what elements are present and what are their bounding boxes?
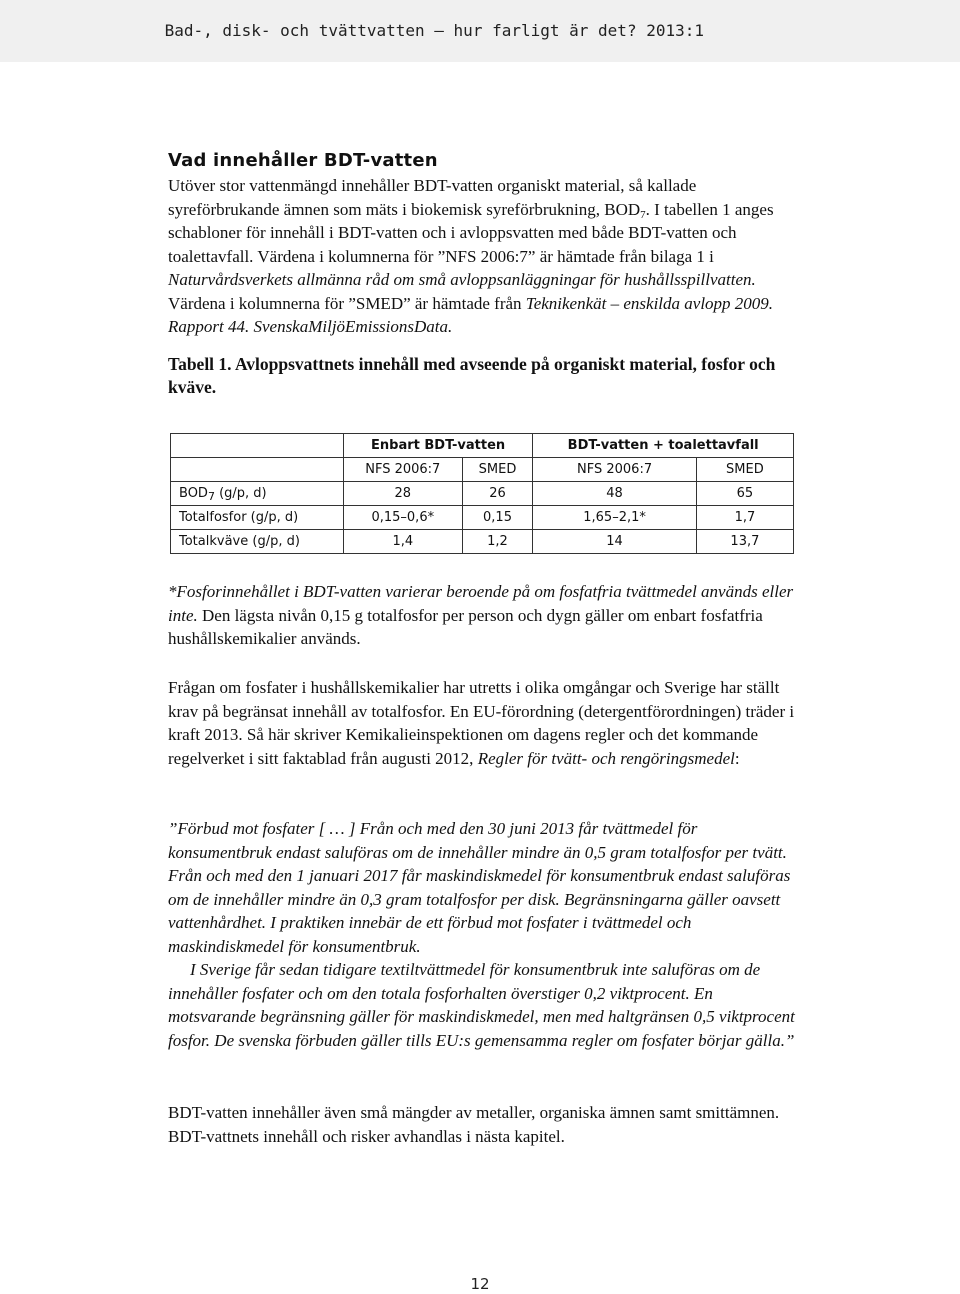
intro-paragraph <box>168 174 798 339</box>
body-paragraph-metals <box>168 1101 796 1148</box>
footnote-text: Den lägsta nivån 0,15 g totalfosfor per person och dygn gäller om enbart fosfatfria hushållskemikalier används. <box>168 605 763 648</box>
table-cell: 1,65–2,1* <box>533 506 697 530</box>
table-corner-cell <box>171 434 344 458</box>
factsheet-title: Regler för tvätt- och rengöringsmedel <box>477 748 735 768</box>
body-paragraph-phosphates <box>168 676 796 770</box>
table-cell: 65 <box>696 482 793 506</box>
intro-source-1: Naturvårdsverkets allmänna råd om små avloppsanläggningar för hushållsspillvatten. <box>168 270 756 289</box>
row-label-subscript: 7 <box>207 490 215 503</box>
table-row <box>171 530 794 554</box>
row-label: Totalfosfor (g/p, d) <box>171 506 344 530</box>
table-cell: 13,7 <box>696 530 793 554</box>
table-cell: 14 <box>533 530 697 554</box>
sub-header-cell: NFS 2006:7 <box>343 458 462 482</box>
row-label-unit: (g/p, d) <box>214 486 267 501</box>
quote-paragraph-2: I Sverige får sedan tidigare textiltvättmedel för konsumentbruk inte saluföras om de innehåller fosfater och om den totala fosforhalten överstiger 0,2 viktprocent. En motsvarande begränsning gäller för maskindiskmedel, men med haltgränsen 0,5 viktprocent fosfor. De svenska förbuden gäller tills EU:s gemensamma regler om fosfater börjar gälla.” <box>168 960 795 1050</box>
intro-source-2: Teknikenkät – enskilda avlopp 2009. Rapport 44. SvenskaMiljöEmissionsData. <box>168 293 774 336</box>
sub-header-cell: SMED <box>462 458 533 482</box>
quotation <box>168 817 796 1052</box>
quote-paragraph-1: ”Förbud mot fosfater [ … ] Från och med den 30 juni 2013 får tvättmedel för konsumentbruk endast saluföras om de innehåller mindre än 0,5 gram totalfosfor per tvätt. Från och med den 1 januari 2017 får maskindiskmedel för konsumentbruk endast saluföras om de innehåller mindre än 0,3 gram totalfosfor per disk. Begränsningarna gäller oavsett vattenhårdhet. I praktiken innebär de ett förbud mot fosfater i tvättmedel och maskindiskmedel för konsumentbruk. <box>168 819 791 956</box>
table-cell: 1,4 <box>343 530 462 554</box>
table-caption: Tabell 1. Avloppsvattnets innehåll med avseende på organiskt material, fosfor och kväve. <box>168 353 776 397</box>
content-table <box>170 433 794 554</box>
table-cell: 1,2 <box>462 530 533 554</box>
row-label <box>171 482 344 506</box>
table-cell: 28 <box>343 482 462 506</box>
table-row <box>171 482 794 506</box>
table-row <box>171 506 794 530</box>
paragraph-end: : <box>734 748 740 768</box>
intro-text-1: Utöver stor vattenmängd innehåller BDT-vatten organiskt material, så kallade syreförbrukande ämnen som mäts i biokemisk syreförbrukning, BOD <box>168 176 697 219</box>
table-cell: 26 <box>462 482 533 506</box>
running-header <box>0 0 960 62</box>
intro-text-2: . I tabellen 1 anges schabloner för innehåll i BDT-vatten och i avloppsvatten med både BDT-vatten och toalettavfall. Värdena i kolumnerna för ”NFS 2006:7” är hämtade från bilaga 1 i <box>168 199 774 266</box>
paragraph-text: Frågan om fosfater i hushållskemikalier har utretts i olika omgångar och Sverige har ställt krav på begränsat innehåll av totalfosfor. En EU-förordning (detergentförordningen) träder i kraft 2013. Så här skriver Kemikalieinspektionen om dagens regler och det kommande regelverket i sitt faktablad från augusti 2012, <box>168 678 795 768</box>
table-cell: 0,15–0,6* <box>343 506 462 530</box>
table-sub-header-row <box>171 458 794 482</box>
section-content <box>168 148 798 400</box>
sub-header-cell: SMED <box>696 458 793 482</box>
table-footnote <box>168 580 796 651</box>
section-title: Vad innehåller BDT-vatten <box>168 150 438 171</box>
paragraph-text: BDT-vatten innehåller även små mängder av metaller, organiska ämnen samt smittämnen. BDT-vattnets innehåll och risker avhandlas i nästa kapitel. <box>168 1103 780 1146</box>
table-cell: 1,7 <box>696 506 793 530</box>
intro-text-3: Värdena i kolumnerna för ”SMED” är hämtade från <box>168 293 526 313</box>
row-label: Totalkväve (g/p, d) <box>171 530 344 554</box>
document-title: Bad-, disk- och tvättvatten – hur farligt är det? 2013:1 <box>164 21 704 40</box>
group-header-bdt-toilet: BDT-vatten + toalettavfall <box>533 434 794 458</box>
table-cell: 48 <box>533 482 697 506</box>
group-header-bdt: Enbart BDT-vatten <box>343 434 532 458</box>
row-label-text: BOD <box>179 486 208 501</box>
sub-header-cell: NFS 2006:7 <box>533 458 697 482</box>
table-cell: 0,15 <box>462 506 533 530</box>
footnote-italic: *Fosforinnehållet i BDT-vatten varierar beroende på om fosfatfria tvättmedel används eller inte. <box>168 582 794 625</box>
table-corner-cell-2 <box>171 458 344 482</box>
table-group-header-row <box>171 434 794 458</box>
bod-subscript: 7 <box>640 208 646 221</box>
page-number: 12 <box>470 1275 490 1293</box>
